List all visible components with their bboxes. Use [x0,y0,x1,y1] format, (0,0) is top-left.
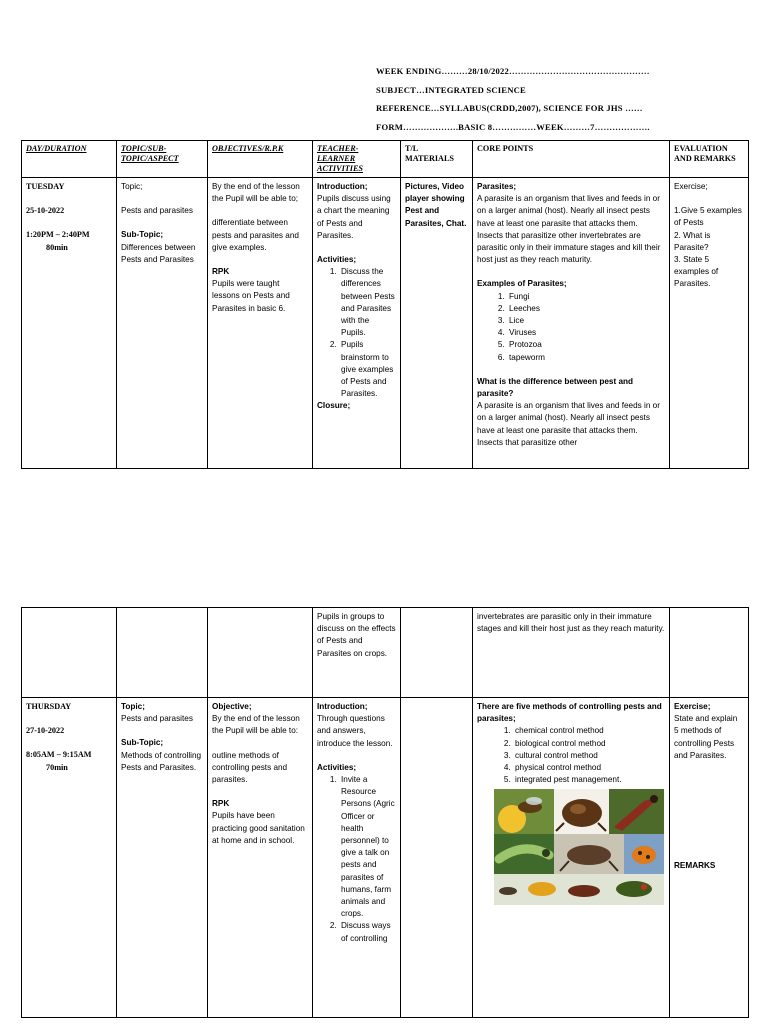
parasites-definition: A parasite is an organism that lives and feeds in or on a larger animal (host). Nearly all insect pests have at least one parasite that attacks them. Insects that parasitize other invertebrates are parasitic only in their immature stages and kill their host just as they reach maturity. [477,194,661,265]
topic-value: Pests and parasites [121,206,193,216]
examples-list [477,291,665,364]
objective-text: differentiate between pests and parasites and give examples. [212,218,299,252]
example-item: 1. Fungi [507,291,665,303]
activity-item: 1. Invite a Resource Persons (Agric Officer or health personnel) to give a talk on pests and parasites of humans, farm animals and crops. [339,774,396,920]
parasites-label: Parasites; [477,182,517,191]
topic-label: Topic; [121,702,145,711]
lesson-plan-table-page1 [21,140,749,469]
col-header-topic: TOPIC/SUB-TOPIC/ASPECT [117,141,208,178]
col-header-materials: T/L MATERIALS [401,141,473,178]
exercise-item: 1.Give 5 examples of Pests [674,206,742,228]
form-line: FORM……………….BASIC 8……………WEEK………7………………. [376,122,650,132]
evaluation-cell [670,178,749,469]
week-ending-line: WEEK ENDING………28/10/2022………………………………………… [376,66,650,76]
method-item: 2. biological control method [513,738,665,750]
evaluation-cell [670,698,749,1018]
example-item: 4. Viruses [507,327,665,339]
day-cell [22,178,117,469]
exercise-text: State and explain 5 methods of controlling Pests and Parasites. [674,714,738,760]
method-item: 4. physical control method [513,762,665,774]
exercise-item: 3. State 5 examples of Parasites. [674,255,719,289]
activities-label: Activities; [317,255,357,265]
rpk-label: RPK [212,267,230,277]
topic-cell [117,698,208,1018]
day-label: THURSDAY [26,702,72,711]
subtopic-label: Sub-Topic; [121,230,164,240]
exercise-label: Exercise; [674,182,708,191]
objective-text: outline methods of controlling pests and parasites. [212,750,288,785]
duration-label: 70min [46,762,68,772]
topic-value: Pests and parasites [121,714,193,724]
remarks-label: REMARKS [674,861,716,871]
subtopic-label: Sub-Topic; [121,738,164,748]
activity-item: 1. Discuss the differences between Pests and Parasites with the Pupils. [339,266,396,339]
col-header-evaluation: EVALUATION AND REMARKS [670,141,749,178]
exercise-label: Exercise; [674,702,711,711]
reference-line: REFERENCE…SYLLABUS(CRDD,2007), SCIENCE FOR JHS …… [376,103,643,113]
subject-line: SUBJECT…INTEGRATED SCIENCE [376,85,526,95]
pests-collage-image [494,789,664,905]
time-label: 8:05AM – 9:15AM [26,750,92,760]
activities-list [317,774,396,945]
col-header-activities: TEACHER-LEARNER ACTIVITIES [313,141,401,178]
methods-intro: There are five methods of controlling pests and parasites; [477,702,662,724]
activity-item: 2. Pupils brainstorm to give examples of Pests and Parasites. [339,339,396,400]
activities-cell [313,698,401,1018]
introduction-label: Introduction; [317,702,368,711]
activities-list [317,266,396,400]
core-points-continuation: invertebrates are parasitic only in their immature stages and kill their host just as they reach maturity. [473,608,670,698]
activity-item: 2. Discuss ways of controlling [339,920,396,944]
rpk-text: Pupils have been practicing good sanitation at home and in school. [212,811,305,845]
day-cell [22,698,117,1018]
introduction-text: Through questions and answers, introduce the lesson. [317,714,393,748]
introduction-label: Introduction; [317,182,368,191]
table-row [22,698,749,1018]
col-header-objectives: OBJECTIVES/R.P.K [208,141,313,178]
objectives-cell [208,698,313,1018]
example-item: 5. Protozoa [507,339,665,351]
objective-intro: By the end of the lesson the Pupil will be able to; [212,182,300,204]
activities-label: Activities; [317,762,357,772]
col-header-day: DAY/DURATION [22,141,117,178]
core-points-cell [473,178,670,469]
topic-label: Topic; [121,182,143,191]
method-item: 5. integrated pest management. [513,774,665,786]
header-row [22,141,749,178]
closure-label: Closure; [317,401,351,411]
methods-list [477,725,665,786]
method-item: 3. cultural control method [513,750,665,762]
closure-continuation: Pupils in groups to discuss on the effects of Pests and Parasites on crops. [313,608,401,698]
example-item: 6. tapeworm [507,352,665,364]
col-header-core-points: CORE POINTS [473,141,670,178]
activities-cell [313,178,401,469]
method-item: 1. chemical control method [513,725,665,737]
duration-label: 80min [46,242,68,252]
difference-question: What is the difference between pest and parasite? [477,376,634,399]
date-label: 27-10-2022 [26,726,65,736]
subtopic-value: Methods of controlling Pests and Parasites. [121,750,202,772]
subtopic-value: Differences between Pests and Parasites [121,242,196,264]
example-item: 3. Lice [507,315,665,327]
rpk-label: RPK [212,799,230,809]
objectives-cell [208,178,313,469]
introduction-text: Pupils discuss using a chart the meaning of Pests and Parasites. [317,194,391,240]
objective-intro: By the end of the lesson the Pupil will be able to: [212,714,300,736]
lesson-plan-table-page2 [21,607,749,1018]
exercise-item: 2. What is Parasite? [674,230,711,252]
table-row [22,178,749,469]
difference-answer: A parasite is an organism that lives and feeds in or on a larger animal (host). Nearly all insect pests have at least one parasite that attacks them. Insects that parasitize other [477,401,660,447]
day-label: TUESDAY [26,182,65,191]
rpk-text: Pupils were taught lessons on Pests and Parasites in basic 6. [212,279,290,313]
core-points-cell [473,698,670,1018]
table-row [22,608,749,698]
topic-cell [117,178,208,469]
date-label: 25-10-2022 [26,206,65,216]
examples-label: Examples of Parasites; [477,279,567,289]
materials-cell: Pictures, Video player showing Pest and Parasites, Chat. [401,178,473,469]
objective-label: Objective; [212,702,252,711]
time-label: 1:20PM – 2:40PM [26,230,90,240]
example-item: 2. Leeches [507,303,665,315]
